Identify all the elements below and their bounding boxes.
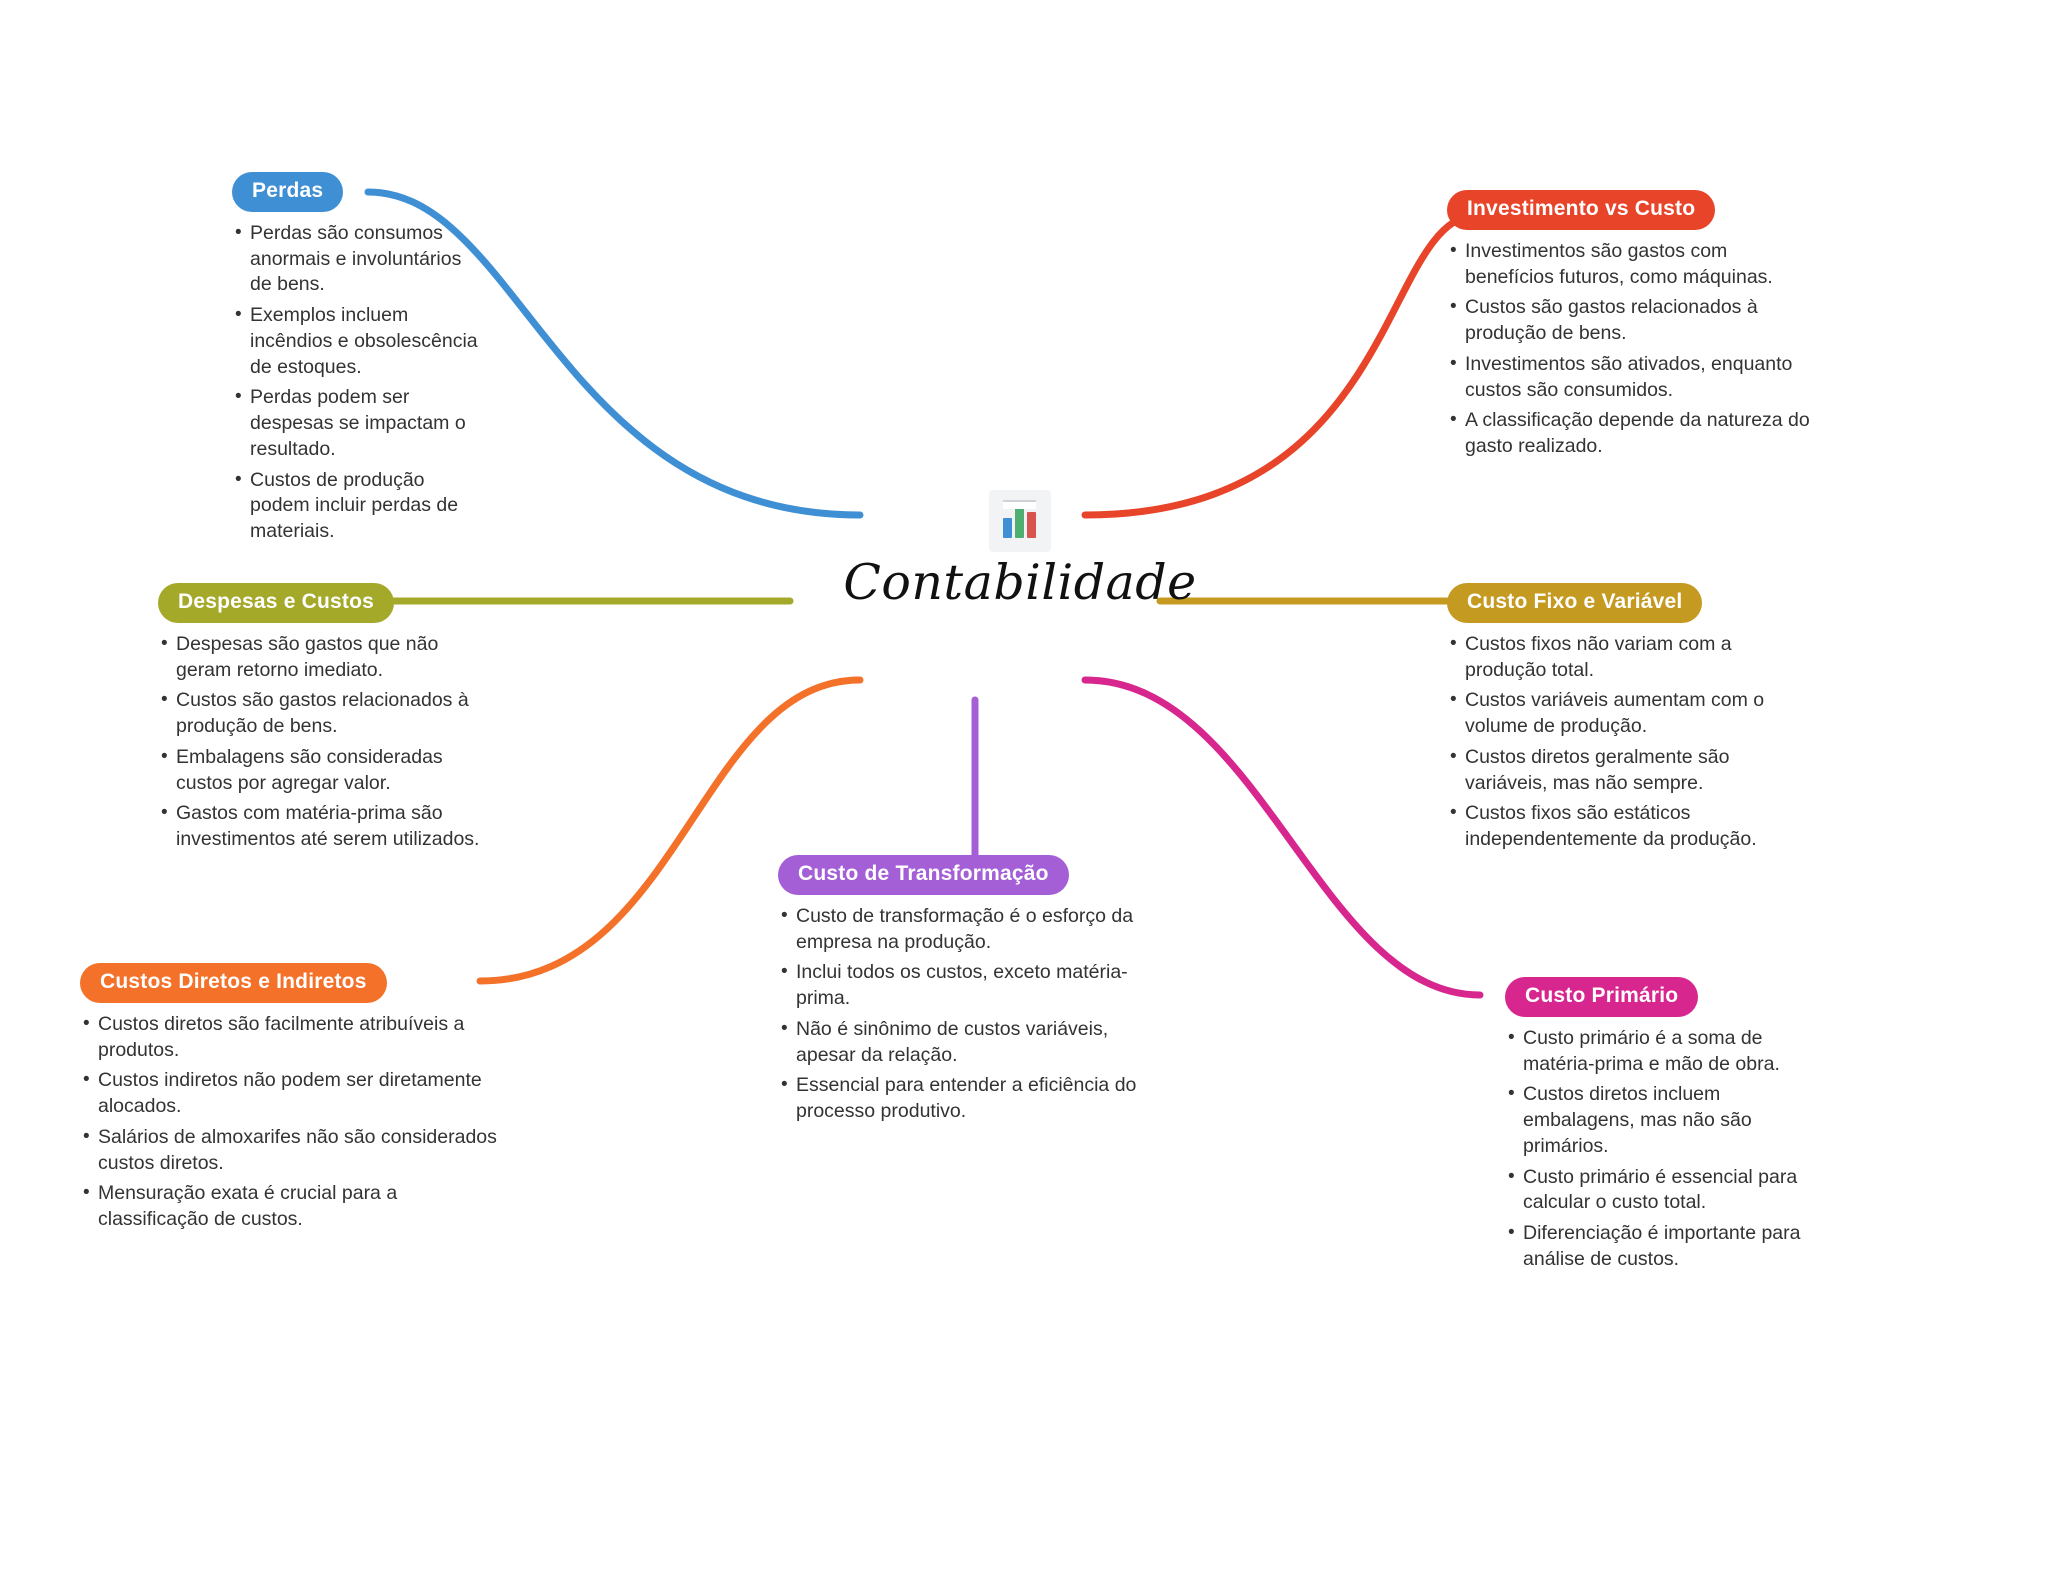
list-item: • Custo primário é essencial para calcular o custo total. [1505, 1165, 1825, 1216]
node-perdas[interactable] [232, 172, 482, 550]
node-custos-diretos-e-indiretos[interactable] [80, 963, 500, 1238]
list-item: • Embalagens são consideradas custos por agregar valor. [158, 745, 488, 796]
node-custos-diretos-e-indiretos-title[interactable]: Custos Diretos e Indiretos [80, 963, 387, 1003]
node-perdas-items [232, 221, 482, 545]
list-item: • Não é sinônimo de custos variáveis, apesar da relação. [778, 1017, 1158, 1068]
list-item: • Mensuração exata é crucial para a classificação de custos. [80, 1181, 500, 1232]
list-item: • A classificação depende da natureza do gasto realizado. [1447, 408, 1817, 459]
center-node [760, 490, 1280, 610]
list-item: • Diferenciação é importante para análise de custos. [1505, 1221, 1825, 1272]
node-custo-primario[interactable] [1505, 977, 1825, 1278]
list-item: • Custos indiretos não podem ser diretamente alocados. [80, 1068, 500, 1119]
list-item: • Custos fixos não variam com a produção total. [1447, 632, 1817, 683]
list-item: • Custos diretos geralmente são variáveis, mas não sempre. [1447, 745, 1817, 796]
list-item: • Custos variáveis aumentam com o volume de produção. [1447, 688, 1817, 739]
bar-chart-icon [989, 490, 1051, 552]
list-item: • Despesas são gastos que não geram retorno imediato. [158, 632, 488, 683]
node-investimento-vs-custo-items [1447, 239, 1817, 460]
node-custos-diretos-e-indiretos-items [80, 1012, 500, 1233]
node-investimento-vs-custo[interactable] [1447, 190, 1817, 465]
list-item: • Custos são gastos relacionados à produção de bens. [1447, 295, 1817, 346]
list-item: • Custos são gastos relacionados à produção de bens. [158, 688, 488, 739]
node-custo-de-transformacao-title[interactable]: Custo de Transformação [778, 855, 1069, 895]
list-item: • Custos diretos incluem embalagens, mas não são primários. [1505, 1082, 1825, 1159]
node-custo-fixo-e-variavel-items [1447, 632, 1817, 853]
list-item: • Investimentos são ativados, enquanto custos são consumidos. [1447, 352, 1817, 403]
node-custo-de-transformacao-items [778, 904, 1158, 1125]
list-item: • Salários de almoxarifes não são considerados custos diretos. [80, 1125, 500, 1176]
list-item: • Essencial para entender a eficiência do processo produtivo. [778, 1073, 1158, 1124]
list-item: • Exemplos incluem incêndios e obsolescência de estoques. [232, 303, 482, 380]
list-item: • Custos fixos são estáticos independentemente da produção. [1447, 801, 1817, 852]
node-custo-de-transformacao[interactable] [778, 855, 1158, 1130]
list-item: • Investimentos são gastos com benefícios futuros, como máquinas. [1447, 239, 1817, 290]
list-item: • Custo primário é a soma de matéria-prima e mão de obra. [1505, 1026, 1825, 1077]
list-item: • Custo de transformação é o esforço da empresa na produção. [778, 904, 1158, 955]
node-custo-fixo-e-variavel[interactable] [1447, 583, 1817, 858]
node-despesas-e-custos[interactable] [158, 583, 488, 858]
node-perdas-title[interactable]: Perdas [232, 172, 343, 212]
list-item: • Inclui todos os custos, exceto matéria-prima. [778, 960, 1158, 1011]
page-title: Contabilidade [843, 554, 1197, 611]
list-item: • Custos diretos são facilmente atribuíveis a produtos. [80, 1012, 500, 1063]
list-item: • Perdas podem ser despesas se impactam o resultado. [232, 385, 482, 462]
node-custo-primario-title[interactable]: Custo Primário [1505, 977, 1698, 1017]
list-item: • Gastos com matéria-prima são investimentos até serem utilizados. [158, 801, 488, 852]
node-investimento-vs-custo-title[interactable]: Investimento vs Custo [1447, 190, 1715, 230]
list-item: • Perdas são consumos anormais e involuntários de bens. [232, 221, 482, 298]
list-item: • Custos de produção podem incluir perdas de materiais. [232, 468, 482, 545]
node-custo-fixo-e-variavel-title[interactable]: Custo Fixo e Variável [1447, 583, 1702, 623]
node-despesas-e-custos-title[interactable]: Despesas e Custos [158, 583, 394, 623]
node-despesas-e-custos-items [158, 632, 488, 853]
node-custo-primario-items [1505, 1026, 1825, 1273]
